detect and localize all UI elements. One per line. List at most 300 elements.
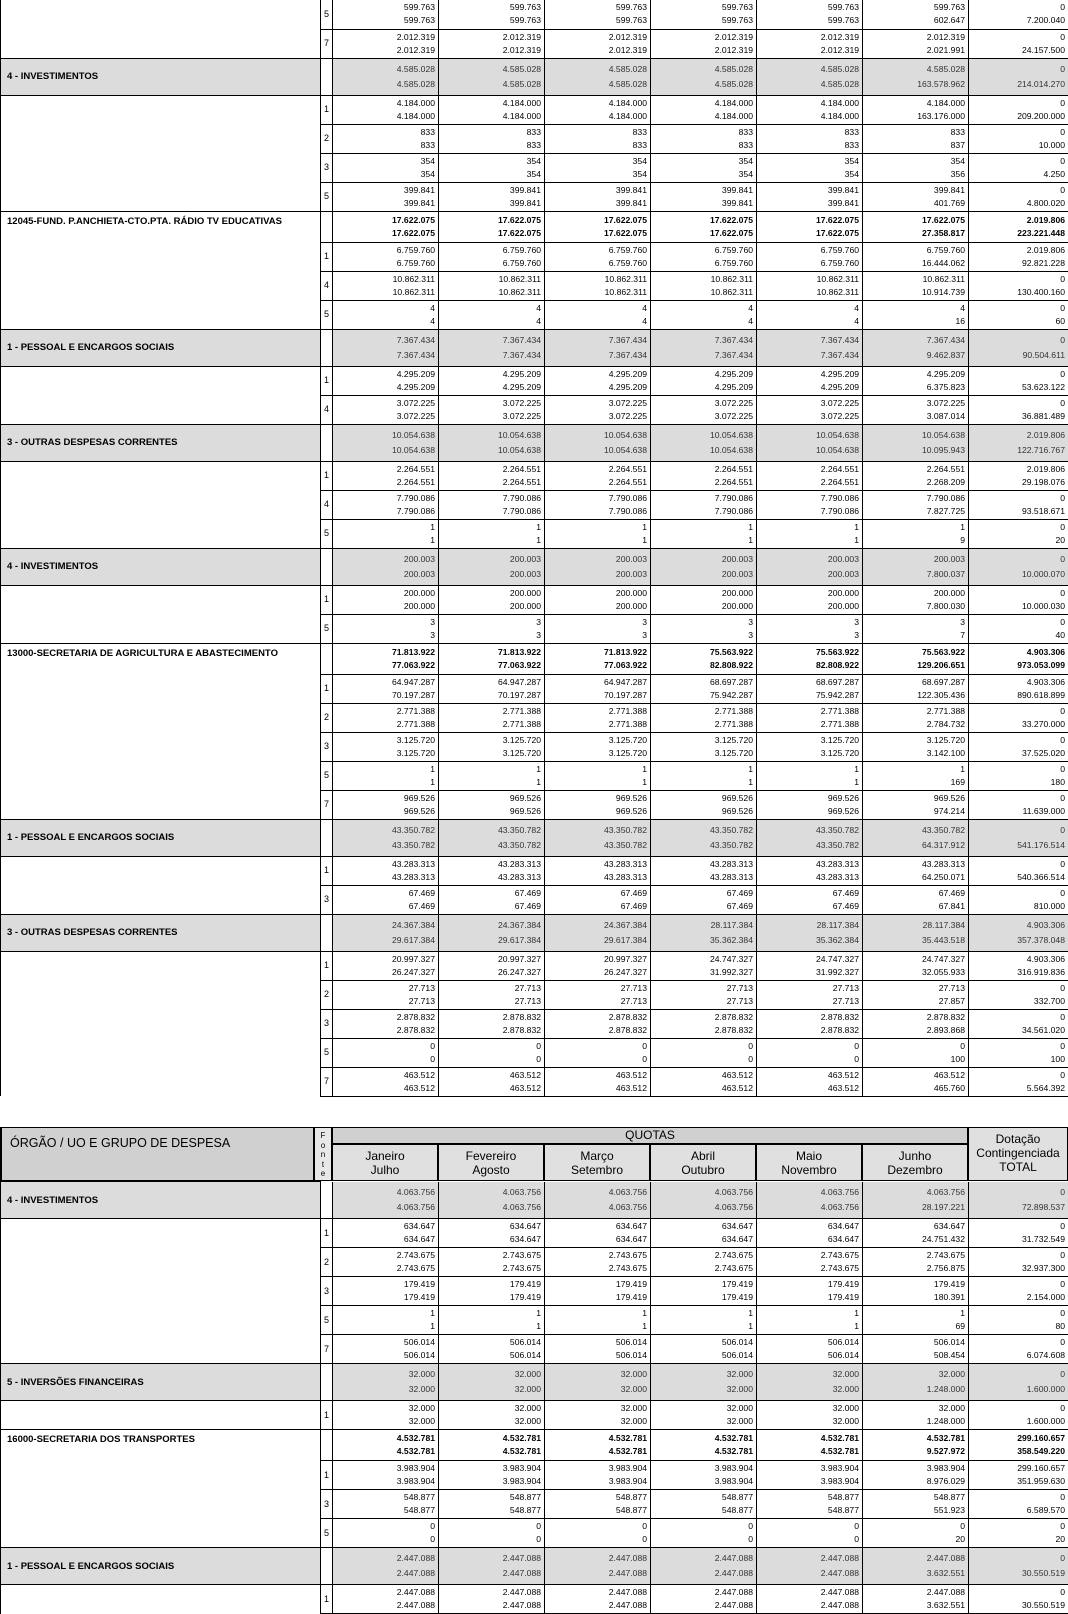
quota-cell: [757, 1585, 863, 1614]
value-first-half: 43.283.313: [439, 858, 541, 871]
value-second-half: 974.214: [863, 805, 965, 818]
source-row: [1, 95, 1068, 124]
value-second-half: 4.532.781: [439, 1445, 541, 1458]
source-row: [1, 1277, 1068, 1306]
quota-cell: [863, 1219, 969, 1248]
group-label: 1 - PESSOAL E ENCARGOS SOCIAIS: [1, 819, 321, 856]
expense-group-row: [1, 329, 1068, 366]
fonte-cell: 7: [321, 29, 333, 58]
value-first-half: 4.184.000: [863, 97, 965, 110]
quota-cell: [333, 211, 439, 242]
fonte-cell: 2: [321, 124, 333, 153]
value-second-half: 31.992.327: [651, 966, 753, 979]
value-first-half: 7.367.434: [651, 333, 753, 348]
total-cell: [969, 1548, 1068, 1585]
expense-group-row: [1, 819, 1068, 856]
value-second-half: 463.512: [333, 1082, 435, 1095]
value-second-half: 634.647: [545, 1233, 647, 1246]
value-first-half: 0: [969, 734, 1065, 747]
value-second-half: 2.264.551: [333, 476, 435, 489]
value-first-half: 4: [863, 302, 965, 315]
quota-cell: [333, 674, 439, 703]
value-first-half: 68.697.287: [863, 676, 965, 689]
value-first-half: 32.000: [333, 1367, 435, 1382]
quota-cell: [333, 124, 439, 153]
value-second-half: 548.877: [333, 1504, 435, 1517]
quota-cell: [651, 1182, 757, 1219]
total-cell: [969, 790, 1068, 819]
quota-cell: [863, 1490, 969, 1519]
value-second-half: 223.221.448: [969, 227, 1065, 240]
value-second-half: 4: [333, 315, 435, 328]
value-second-half: 3: [333, 629, 435, 642]
quota-cell: [651, 0, 757, 29]
value-first-half: 0: [969, 397, 1065, 410]
value-first-half: 7.367.434: [333, 333, 435, 348]
value-first-half: 7.790.086: [545, 492, 647, 505]
value-first-half: 1: [439, 763, 541, 776]
quota-cell: [439, 95, 545, 124]
fonte-cell: 1: [321, 674, 333, 703]
value-first-half: 43.283.313: [863, 858, 965, 871]
value-first-half: 27.713: [757, 982, 859, 995]
month-header: Maio Novembro: [756, 1144, 862, 1181]
total-cell: [969, 951, 1068, 980]
value-second-half: 10.095.943: [863, 443, 965, 458]
quota-cell: [651, 1548, 757, 1585]
value-first-half: 0: [969, 368, 1065, 381]
value-first-half: 68.697.287: [757, 676, 859, 689]
group-label: 4 - INVESTIMENTOS: [1, 548, 321, 585]
quota-cell: [863, 1519, 969, 1548]
blank-label: [1, 585, 321, 614]
value-first-half: 179.419: [651, 1278, 753, 1291]
value-first-half: 4.585.028: [651, 62, 753, 77]
value-first-half: 463.512: [439, 1069, 541, 1082]
value-first-half: 200.000: [863, 587, 965, 600]
value-first-half: 24.367.384: [333, 918, 435, 933]
value-second-half: 6.759.760: [439, 257, 541, 270]
fonte-cell: 2: [321, 1248, 333, 1277]
quota-cell: [863, 424, 969, 461]
value-second-half: 27.857: [863, 995, 965, 1008]
quota-cell: [439, 424, 545, 461]
quota-cell: [545, 856, 651, 885]
total-cell: [969, 1519, 1068, 1548]
value-second-half: 33.270.000: [969, 718, 1065, 731]
blank-label: [1, 1401, 321, 1430]
blank-label: [1, 1519, 321, 1548]
quota-cell: [439, 643, 545, 674]
total-cell: [969, 395, 1068, 424]
value-second-half: 4: [757, 315, 859, 328]
quota-cell: [863, 951, 969, 980]
quota-cell: [757, 856, 863, 885]
value-first-half: 0: [969, 1402, 1065, 1415]
value-second-half: 463.512: [757, 1082, 859, 1095]
value-first-half: 0: [969, 1185, 1065, 1200]
value-first-half: 20.997.327: [333, 953, 435, 966]
value-second-half: 2.447.088: [545, 1599, 647, 1612]
value-second-half: 4.250: [969, 168, 1065, 181]
value-first-half: 506.014: [333, 1336, 435, 1349]
value-second-half: 6.759.760: [545, 257, 647, 270]
blank-label: [1, 395, 321, 424]
quota-cell: [863, 95, 969, 124]
value-second-half: 2.264.551: [545, 476, 647, 489]
quota-cell: [757, 914, 863, 951]
quota-cell: [757, 271, 863, 300]
value-second-half: 357.378.048: [969, 933, 1065, 948]
value-first-half: 599.763: [651, 1, 753, 14]
total-cell: [969, 614, 1068, 643]
value-second-half: 75.942.287: [757, 689, 859, 702]
quota-cell: [545, 674, 651, 703]
total-cell: [969, 1306, 1068, 1335]
blank-label: [1, 182, 321, 211]
quota-cell: [333, 1548, 439, 1585]
value-first-half: 43.350.782: [863, 823, 965, 838]
quota-cell: [545, 424, 651, 461]
quota-cell: [439, 1306, 545, 1335]
quota-cell: [757, 95, 863, 124]
value-first-half: 2.771.388: [863, 705, 965, 718]
total-cell: [969, 153, 1068, 182]
quota-cell: [757, 58, 863, 95]
value-second-half: 72.898.537: [969, 1200, 1065, 1215]
quota-cell: [863, 614, 969, 643]
value-first-half: 2.264.551: [439, 463, 541, 476]
quota-cell: [863, 1430, 969, 1461]
total-cell: [969, 732, 1068, 761]
value-second-half: 548.877: [651, 1504, 753, 1517]
value-second-half: 837: [863, 139, 965, 152]
value-first-half: 4.295.209: [863, 368, 965, 381]
value-second-half: 4.585.028: [545, 77, 647, 92]
value-second-half: 10.000.070: [969, 567, 1065, 582]
blank-label: [1, 300, 321, 329]
value-first-half: 2.771.388: [439, 705, 541, 718]
value-second-half: 122.716.767: [969, 443, 1065, 458]
blank-label: [1, 490, 321, 519]
value-first-half: 4.532.781: [439, 1432, 541, 1445]
quota-cell: [545, 1038, 651, 1067]
value-first-half: 0: [969, 1011, 1065, 1024]
value-first-half: 2.447.088: [545, 1551, 647, 1566]
quota-cell: [333, 1182, 439, 1219]
value-first-half: 2.019.806: [969, 214, 1065, 227]
quota-cell: [545, 1490, 651, 1519]
value-first-half: 24.367.384: [545, 918, 647, 933]
value-second-half: 3.125.720: [757, 747, 859, 760]
value-first-half: 7.367.434: [757, 333, 859, 348]
source-row: [1, 732, 1068, 761]
fonte-cell: 4: [321, 490, 333, 519]
quota-cell: [757, 461, 863, 490]
value-first-half: 0: [651, 1040, 753, 1053]
value-second-half: 2.447.088: [651, 1566, 753, 1581]
value-first-half: 4.903.306: [969, 676, 1065, 689]
value-second-half: 163.578.962: [863, 77, 965, 92]
value-second-half: 27.358.817: [863, 227, 965, 240]
total-cell: [969, 1067, 1068, 1096]
quota-cell: [545, 58, 651, 95]
value-second-half: 399.841: [757, 197, 859, 210]
value-first-half: 24.747.327: [757, 953, 859, 966]
quota-cell: [439, 614, 545, 643]
value-first-half: 24.747.327: [863, 953, 965, 966]
quota-cell: [545, 819, 651, 856]
quota-cell: [439, 1519, 545, 1548]
value-first-half: 0: [969, 552, 1065, 567]
value-first-half: 354: [651, 155, 753, 168]
quota-cell: [651, 1490, 757, 1519]
value-second-half: 100: [969, 1053, 1065, 1066]
quota-cell: [651, 1401, 757, 1430]
value-first-half: 0: [969, 184, 1065, 197]
quota-cell: [439, 885, 545, 914]
source-row: [1, 1009, 1068, 1038]
value-first-half: 599.763: [757, 1, 859, 14]
fonte-cell: [321, 424, 333, 461]
value-second-half: 35.443.518: [863, 933, 965, 948]
value-first-half: 32.000: [333, 1402, 435, 1415]
blank-label: [1, 1490, 321, 1519]
value-first-half: 4.184.000: [651, 97, 753, 110]
quota-cell: [757, 761, 863, 790]
group-label: 4 - INVESTIMENTOS: [1, 58, 321, 95]
value-first-half: 4.295.209: [439, 368, 541, 381]
value-second-half: 20: [969, 534, 1065, 547]
value-first-half: 0: [969, 31, 1065, 44]
quota-cell: [757, 980, 863, 1009]
value-second-half: 463.512: [439, 1082, 541, 1095]
value-second-half: 2.447.088: [333, 1566, 435, 1581]
quota-cell: [863, 674, 969, 703]
quota-cell: [545, 643, 651, 674]
source-row: [1, 1519, 1068, 1548]
value-second-half: 3.983.904: [439, 1475, 541, 1488]
value-first-half: 3.125.720: [439, 734, 541, 747]
value-second-half: 399.841: [651, 197, 753, 210]
value-second-half: 354: [333, 168, 435, 181]
value-second-half: 833: [439, 139, 541, 152]
value-first-half: 1: [757, 1307, 859, 1320]
total-cell: [969, 58, 1068, 95]
fonte-cell: 5: [321, 761, 333, 790]
quota-cell: [651, 1277, 757, 1306]
value-second-half: 354: [651, 168, 753, 181]
quota-cell: [757, 211, 863, 242]
value-second-half: 2.743.675: [757, 1262, 859, 1275]
quota-cell: [651, 885, 757, 914]
value-first-half: 0: [863, 1520, 965, 1533]
expense-group-row: [1, 914, 1068, 951]
value-first-half: 2.447.088: [863, 1551, 965, 1566]
value-first-half: 0: [969, 333, 1065, 348]
source-row: [1, 761, 1068, 790]
value-second-half: 77.063.922: [333, 659, 435, 672]
value-first-half: 28.117.384: [863, 918, 965, 933]
value-second-half: 4.184.000: [651, 110, 753, 123]
quota-cell: [545, 124, 651, 153]
value-second-half: 16: [863, 315, 965, 328]
org-label: 12045-FUND. P.ANCHIETA-CTO.PTA. RÁDIO TV EDUCATIVAS: [1, 211, 321, 242]
value-second-half: 10.862.311: [439, 286, 541, 299]
value-second-half: 7.790.086: [757, 505, 859, 518]
quota-cell: [545, 790, 651, 819]
quota-cell: [757, 732, 863, 761]
value-first-half: 27.713: [333, 982, 435, 995]
value-first-half: 17.622.075: [863, 214, 965, 227]
value-second-half: 969.526: [651, 805, 753, 818]
value-first-half: 354: [863, 155, 965, 168]
blank-label: [1, 1585, 321, 1614]
blank-label: [1, 124, 321, 153]
value-first-half: 354: [439, 155, 541, 168]
value-first-half: 27.713: [651, 982, 753, 995]
value-second-half: 35.362.384: [757, 933, 859, 948]
quota-cell: [545, 951, 651, 980]
value-first-half: 10.054.638: [651, 428, 753, 443]
value-first-half: 4.184.000: [333, 97, 435, 110]
quota-cell: [757, 519, 863, 548]
value-first-half: 833: [333, 126, 435, 139]
value-second-half: 11.639.000: [969, 805, 1065, 818]
value-second-half: 200.003: [757, 567, 859, 582]
quota-cell: [757, 1306, 863, 1335]
value-first-half: 2.264.551: [757, 463, 859, 476]
quota-cell: [757, 1009, 863, 1038]
value-second-half: 0: [545, 1053, 647, 1066]
value-first-half: 2.019.806: [969, 428, 1065, 443]
value-first-half: 399.841: [545, 184, 647, 197]
source-row: [1, 0, 1068, 29]
total-cell: [969, 885, 1068, 914]
quota-cell: [651, 1461, 757, 1490]
fonte-cell: 5: [321, 1038, 333, 1067]
value-first-half: 0: [969, 1069, 1065, 1082]
value-second-half: 4.295.209: [439, 381, 541, 394]
value-second-half: 30.550.519: [969, 1566, 1065, 1581]
value-second-half: 602.647: [863, 14, 965, 27]
value-first-half: 3.983.904: [439, 1462, 541, 1475]
quota-cell: [439, 395, 545, 424]
quota-cell: [863, 0, 969, 29]
value-second-half: 7.800.037: [863, 567, 965, 582]
source-row: [1, 1461, 1068, 1490]
blank-label: [1, 153, 321, 182]
value-second-half: 2.154.000: [969, 1291, 1065, 1304]
value-first-half: 3: [863, 616, 965, 629]
quota-cell: [545, 490, 651, 519]
value-first-half: 0: [969, 823, 1065, 838]
value-first-half: 64.947.287: [333, 676, 435, 689]
value-first-half: 4.063.756: [651, 1185, 753, 1200]
value-second-half: 67.469: [439, 900, 541, 913]
value-first-half: 0: [969, 1, 1065, 14]
value-first-half: 463.512: [545, 1069, 647, 1082]
value-first-half: 10.054.638: [545, 428, 647, 443]
value-first-half: 43.350.782: [545, 823, 647, 838]
source-row: [1, 242, 1068, 271]
quota-cell: [545, 732, 651, 761]
quota-cell: [439, 58, 545, 95]
value-first-half: 2.012.319: [545, 31, 647, 44]
fonte-cell: 3: [321, 1490, 333, 1519]
quota-cell: [757, 790, 863, 819]
value-first-half: 2.743.675: [863, 1249, 965, 1262]
value-first-half: 71.813.922: [439, 646, 541, 659]
value-second-half: 10.054.638: [545, 443, 647, 458]
value-first-half: 43.350.782: [757, 823, 859, 838]
value-second-half: 9.527.972: [863, 1445, 965, 1458]
quota-cell: [651, 366, 757, 395]
value-first-half: 0: [969, 705, 1065, 718]
value-first-half: 32.000: [651, 1367, 753, 1382]
quota-cell: [439, 124, 545, 153]
quota-cell: [439, 761, 545, 790]
value-first-half: 7.367.434: [863, 333, 965, 348]
quota-cell: [863, 1401, 969, 1430]
quota-cell: [757, 1277, 863, 1306]
value-second-half: 354: [545, 168, 647, 181]
value-second-half: 10.862.311: [757, 286, 859, 299]
quota-cell: [333, 0, 439, 29]
value-first-half: 0: [969, 587, 1065, 600]
quota-cell: [651, 29, 757, 58]
value-first-half: 0: [969, 521, 1065, 534]
value-second-half: 634.647: [439, 1233, 541, 1246]
value-first-half: 2.012.319: [757, 31, 859, 44]
value-first-half: 200.003: [545, 552, 647, 567]
value-first-half: 833: [439, 126, 541, 139]
value-first-half: 179.419: [439, 1278, 541, 1291]
value-second-half: 4.063.756: [439, 1200, 541, 1215]
value-second-half: 7: [863, 629, 965, 642]
value-first-half: 200.000: [439, 587, 541, 600]
value-first-half: 634.647: [333, 1220, 435, 1233]
total-cell: [969, 519, 1068, 548]
value-first-half: 3.072.225: [333, 397, 435, 410]
value-second-half: 32.000: [545, 1382, 647, 1397]
quota-cell: [333, 614, 439, 643]
value-second-half: 27.713: [757, 995, 859, 1008]
value-first-half: 179.419: [757, 1278, 859, 1291]
value-second-half: 1: [545, 1320, 647, 1333]
value-second-half: 599.763: [545, 14, 647, 27]
value-second-half: 2.878.832: [651, 1024, 753, 1037]
quota-cell: [545, 95, 651, 124]
value-first-half: 0: [969, 763, 1065, 776]
quota-cell: [439, 1548, 545, 1585]
value-second-half: 4.585.028: [757, 77, 859, 92]
quotas-label: QUOTAS: [333, 1128, 967, 1143]
fonte-cell: 5: [321, 182, 333, 211]
value-second-half: 4.184.000: [333, 110, 435, 123]
value-second-half: 24.157.500: [969, 44, 1065, 57]
value-first-half: 0: [969, 492, 1065, 505]
quota-cell: [651, 395, 757, 424]
source-row: [1, 1219, 1068, 1248]
value-second-half: 16.444.062: [863, 257, 965, 270]
value-first-half: 0: [969, 302, 1065, 315]
blank-label: [1, 461, 321, 490]
fonte-cell: 5: [321, 1519, 333, 1548]
quota-cell: [545, 1067, 651, 1096]
value-second-half: 548.877: [439, 1504, 541, 1517]
value-second-half: 2.893.868: [863, 1024, 965, 1037]
